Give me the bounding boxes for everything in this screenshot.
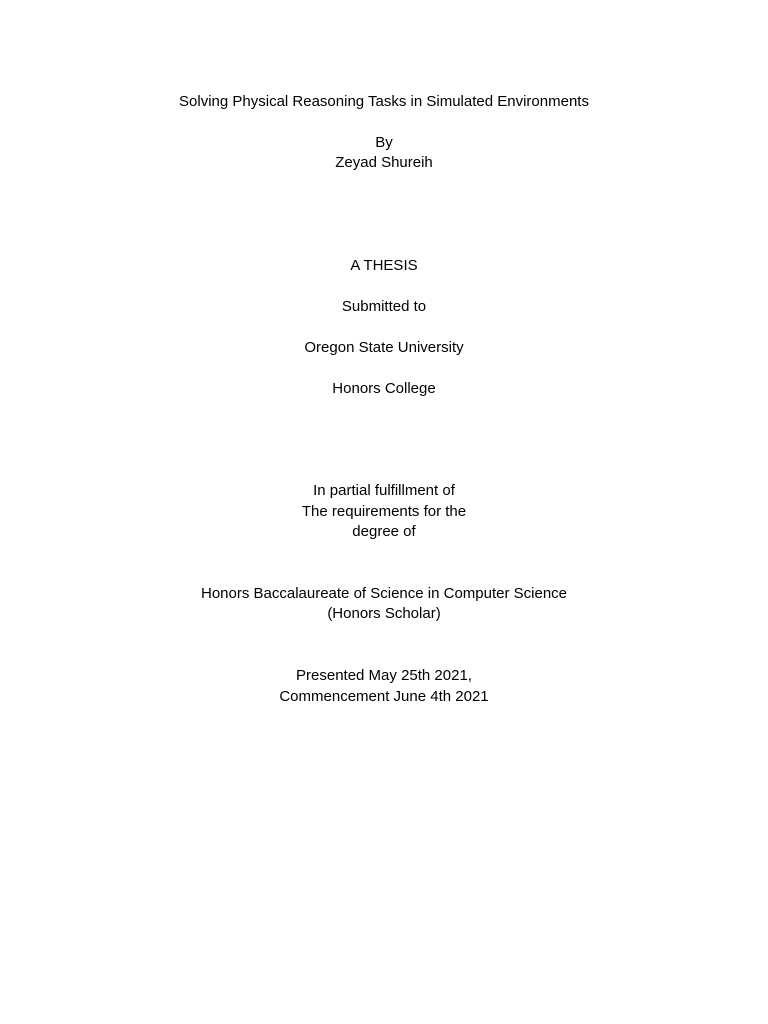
by-label: By [375,134,393,151]
university-name: Oregon State University [304,339,464,356]
submitted-to-label: Submitted to [341,298,427,315]
fulfillment-line-2: The requirements for the [301,503,467,520]
degree-designation: (Honors Scholar) [327,605,441,622]
author-name: Zeyad Shureih [335,154,433,171]
document-type: A THESIS [350,257,418,274]
thesis-title: Solving Physical Reasoning Tasks in Simulated Environments [179,93,589,110]
fulfillment-line-1: In partial fulfillment of [313,482,455,499]
degree-name: Honors Baccalaureate of Science in Computer Science [200,585,568,602]
commencement-date: Commencement June 4th 2021 [279,688,489,705]
presented-date: Presented May 25th 2021, [296,667,472,684]
college-name: Honors College [332,380,436,397]
fulfillment-line-3: degree of [352,523,416,540]
